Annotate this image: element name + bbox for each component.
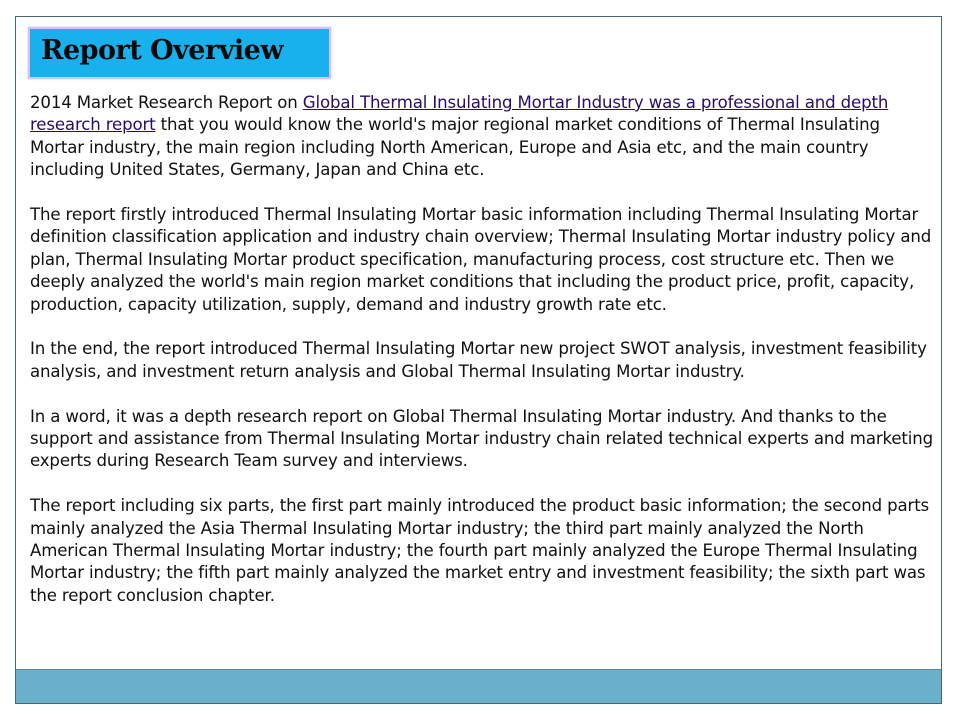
title-banner <box>28 27 331 79</box>
intro-suffix: that you would know the world's major regional market conditions of Thermal Insulating Mortar industry, the main region including North American, Europe and Asia etc, and the main country including United States, Germany, Japan and China etc. <box>30 115 880 180</box>
report-body <box>30 92 935 630</box>
intro-prefix: 2014 Market Research Report on <box>30 93 303 112</box>
slide-frame <box>15 16 942 704</box>
paragraph-report-parts: The report including six parts, the first part mainly introduced the product basic information; the second parts mainly analyzed the Asia Thermal Insulating Mortar industry; the third part mainly analyzed the North American Thermal Insulating Mortar industry; the fourth part mainly analyzed the Europe Thermal Insulating Mortar industry; the fifth part mainly analyzed the market entry and investment feasibility; the sixth part was the report conclusion chapter. <box>30 496 930 605</box>
report-link[interactable]: Global Thermal Insulating Mortar Industry was a professional and depth research report <box>30 93 889 135</box>
paragraph-acknowledgement: In a word, it was a depth research report on Global Thermal Insulating Mortar industry. And thanks to the support and assistance from Thermal Insulating Mortar industry chain related technical experts and marketing experts during Research Team survey and interviews. <box>30 406 934 471</box>
page-title: Report Overview <box>41 35 284 66</box>
paragraph-intro <box>30 92 935 182</box>
footer-bar <box>16 669 941 703</box>
paragraph-swot: In the end, the report introduced Thermal Insulating Mortar new project SWOT analysis, investment feasibility analysis, and investment return analysis and Global Thermal Insulating Mortar industry. <box>30 339 927 381</box>
paragraph-introduction-scope: The report firstly introduced Thermal Insulating Mortar basic information including Thermal Insulating Mortar definition classification application and industry chain overview; Thermal Insulating Mortar industry policy and plan, Thermal Insulating Mortar product specification, manufacturing process, cost structure etc. Then we deeply analyzed the world's main region market conditions that including the product price, profit, capacity, production, capacity utilization, supply, demand and industry growth rate etc. <box>30 205 932 314</box>
